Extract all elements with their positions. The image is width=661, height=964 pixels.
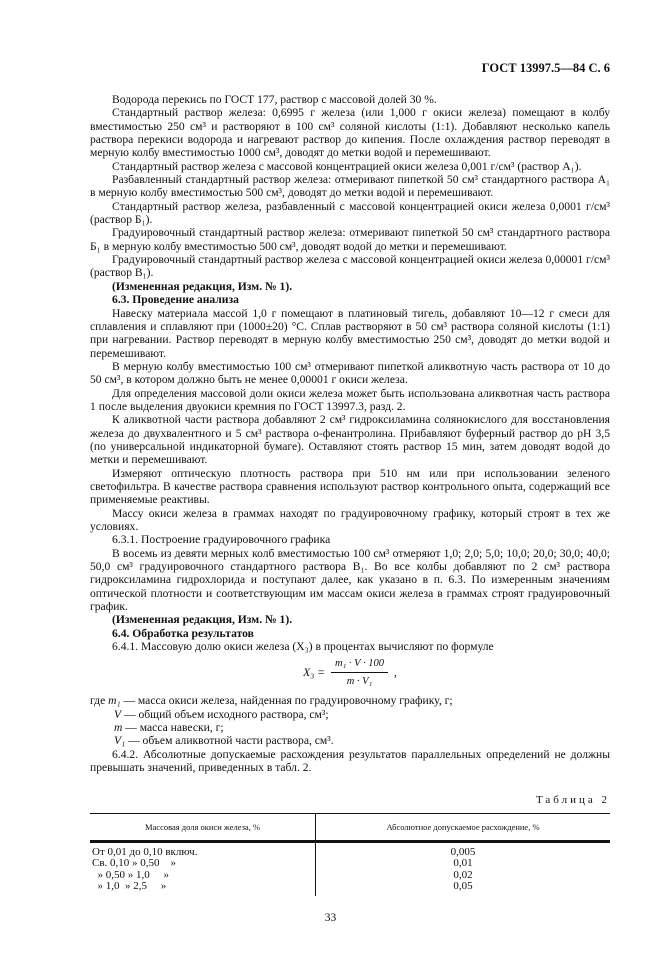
amendment-note: (Измененная редакция, Изм. № 1).	[112, 279, 293, 293]
formula-numerator: m₁ · V · 100	[331, 657, 388, 673]
table-cell: 0,01	[453, 857, 473, 869]
definition-symbol: V	[114, 707, 122, 721]
definition-text: — общий объем исходного раствора, см³;	[121, 707, 329, 721]
column-header: Абсолютное допускаемое расхождение, %	[316, 813, 611, 841]
definition-symbol: m₁	[108, 694, 121, 708]
document-page	[90, 0, 610, 964]
definition-prefix: где	[90, 694, 109, 708]
paragraph: Стандартный раствор железа с массовой концентрацией окиси железа 0,001 г/см³ (раствор А₁).	[112, 159, 582, 173]
paragraph: Стандартный раствор железа, разбавленный с массовой концентрацией окиси железа 0,0001 г/см³ (раствор Б₁).	[90, 199, 610, 227]
document-body	[90, 93, 610, 775]
paragraph: В восемь из девяти мерных колб вместимостью 100 см³ отмеряют 1,0; 2,0; 5,0; 10,0; 20,0; 30,0; 40,0; 50,0 см³ градуировочного стандартного раствора В₁. Во все колбы добавляют по 2 см³ раствора гидроксиламина гидрохлорида и поступают далее, как указано в п. 6.3. По измеренным значениям оптической плотности и соответствующим им массам окиси железа в граммах строят градуировочный график.	[90, 546, 610, 614]
definition-item	[90, 708, 610, 721]
paragraph: Разбавленный стандартный раствор железа: отмеривают пипеткой 50 см³ стандартного раствора А₁ в мерную колбу вместимостью 500 см³, доводят до метки водой и перемешивают.	[90, 173, 610, 200]
table-cell: » 1,0 » 2,5 »	[90, 881, 316, 896]
definition-text: — масса окиси железа, найденная по градуировочному графику, г;	[120, 694, 453, 708]
subsection-heading: 6.3.1. Построение градуировочного графика	[112, 533, 331, 547]
definition-item	[90, 721, 610, 734]
table-cell: От 0,01 до 0,10 включ.	[90, 841, 316, 858]
table-header-row	[90, 813, 610, 841]
definition-symbol: V₁	[114, 734, 126, 748]
column-header: Массовая доля окиси железа, %	[90, 813, 316, 841]
paragraph: 6.4.2. Абсолютные допускаемые расхождения результатов параллельных определений не должны превышать значений, приведенных в табл. 2.	[90, 747, 610, 775]
formula	[90, 657, 610, 688]
paragraph: К аликвотной части раствора добавляют 2 см³ гидроксиламина солянокислого для восстановления железа до двухвалентного и 5 см³ раствора о-фенантролина. Прибавляют буферный раствор до рН 3,5 (по универсальной индикаторной бумаге). Оставляют стоять раствор 15 мин, затем доводят водой до метки и перемешивают.	[90, 413, 610, 467]
definition-symbol: m	[114, 721, 123, 735]
tolerance-table	[90, 813, 610, 896]
table-row	[90, 841, 610, 858]
table-row	[90, 870, 610, 882]
paragraph: Массу окиси железа в граммах находят по градуировочному графику, который строят в тех же условиях.	[90, 506, 610, 533]
definition-item	[90, 734, 610, 747]
paragraph: Градуировочный стандартный раствор железа с массовой концентрацией окиси железа 0,00001 г/см³ (раствор В₁).	[90, 253, 610, 280]
variable-definitions	[90, 694, 610, 747]
table-row	[90, 881, 610, 896]
formula-denominator: m · V₁	[346, 676, 373, 688]
page-number: 33	[324, 911, 337, 924]
table-cell: Св. 0,10 » 0,50 »	[90, 858, 316, 870]
amendment-note: (Измененная редакция, Изм. № 1).	[112, 613, 293, 627]
paragraph: Для определения массовой доли окиси железа может быть использована аликвотная часть раствора 1 после выделения двуокиси кремния по ГОСТ 13997.3, разд. 2.	[90, 386, 610, 413]
paragraph: 6.4.1. Массовую долю окиси железа (X₃) в процентах вычисляют по формуле	[112, 640, 494, 654]
paragraph: Навеску материала массой 1,0 г помещают в платиновый тигель, добавляют 10—12 г смеси для сплавления и сплавляют при (1000±20) °С. Сплав растворяют в 50 см³ раствора соляной кислоты (1:1) при нагревании. Раствор переводят в мерную колбу вместимостью 250 см³, доводят до метки водой и перемешивают.	[90, 306, 610, 360]
section-heading: 6.4. Обработка результатов	[112, 626, 254, 640]
table-cell: 0,05	[453, 880, 473, 892]
paragraph: Водорода перекись по ГОСТ 177, раствор с массовой долей 30 %.	[112, 93, 437, 106]
table-caption: Таблица 2	[535, 793, 610, 806]
table-cell: 0,02	[453, 868, 473, 881]
definition-text: — масса навески, г;	[122, 721, 224, 735]
section-heading: 6.3. Проведение анализа	[112, 293, 239, 307]
definition-text: — объем аликвотной части раствора, см³.	[125, 734, 334, 748]
paragraph: Градуировочный стандартный раствор железа: отмеривают пипеткой 50 см³ стандартного раствора Б₁ в мерную колбу вместимостью 500 см³, доводят водой до метки и перемешивают.	[90, 226, 610, 253]
formula-fraction	[331, 657, 388, 688]
formula-comma: ,	[393, 666, 397, 680]
formula-lhs: X₃ =	[303, 666, 325, 680]
table-row	[90, 858, 610, 870]
table-cell: 0,005	[450, 845, 476, 858]
paragraph: Измеряют оптическую плотность раствора при 510 нм или при использовании зеленого светофильтра. В качестве раствора сравнения используют раствор контрольного опыта, содержащий все применяемые реактивы.	[90, 466, 610, 507]
table-cell: » 0,50 » 1,0 »	[90, 870, 316, 882]
paragraph: В мерную колбу вместимостью 100 см³ отмеривают пипеткой аликвотную часть раствора от 10 до 50 см³, в котором должно быть не менее 0,00001 г окиси железа.	[90, 359, 610, 387]
definition-item	[90, 694, 610, 707]
paragraph: Стандартный раствор железа: 0,6995 г железа (или 1,000 г окиси железа) помещают в колбу вместимостью 250 см³ и растворяют в 100 см³ соляной кислоты (1:1). Добавляют несколько капель раствора перекиси водорода и нагревают раствор до кипения. После охлаждения раствор переводят в мерную колбу вместимостью 1000 см³, доводят до метки водой и перемешивают.	[90, 106, 610, 160]
page-header: ГОСТ 13997.5—84 С. 6	[481, 61, 610, 75]
